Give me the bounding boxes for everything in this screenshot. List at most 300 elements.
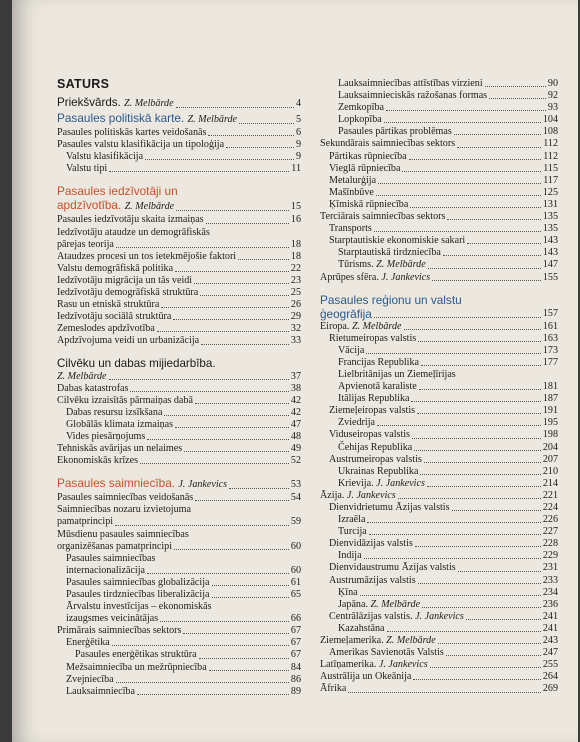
entry-text: Mašīnbūve <box>329 186 374 198</box>
toc-entry-title <box>329 333 416 345</box>
entry-text: Pasaules saimniecība. <box>57 476 176 491</box>
entry-text: Francijas Republika <box>338 356 420 368</box>
toc-entry <box>320 321 558 333</box>
toc-entry <box>57 431 301 443</box>
entry-text: Iedzīvotāju migrācija un tās veidi <box>57 274 193 286</box>
entry-text: Austrumāzijas valstis <box>329 574 416 586</box>
toc-entry-title <box>329 575 416 587</box>
dot-leader <box>384 122 541 123</box>
entry-text: Iedzīvotāju demogrāfiskā struktūra <box>57 287 199 299</box>
entry-text: Ziemeļeiropas valstis <box>329 405 416 417</box>
entry-text: Āzija. <box>320 489 345 501</box>
dot-leader <box>418 583 541 584</box>
toc-entry <box>57 263 301 275</box>
entry-text: Enerģētika <box>66 637 110 649</box>
toc-section-title <box>57 476 301 492</box>
dot-leader <box>447 219 540 220</box>
entry-text: Vides piesārņojums <box>66 430 146 442</box>
toc-entry <box>320 272 558 284</box>
entry-text: Mūsdienu pasaules saimniecības <box>57 528 189 540</box>
page-number: 157 <box>542 307 558 319</box>
entry-text: Ķīmiskā rūpniecība <box>329 198 409 210</box>
toc-entry <box>320 502 558 514</box>
page-number: 9 <box>295 151 301 163</box>
entry-text: Ekonomiskās krīzes <box>57 455 139 467</box>
toc-section-title <box>320 293 558 307</box>
entry-text: Pārtikas rūpniecība <box>329 150 407 162</box>
toc-entry <box>57 455 301 467</box>
page-number: 147 <box>542 259 558 271</box>
dot-leader <box>432 280 541 281</box>
dot-leader <box>184 451 289 452</box>
toc-entry-title <box>66 419 173 431</box>
toc-entry <box>320 635 558 647</box>
dot-leader <box>402 171 541 172</box>
dot-leader <box>195 403 289 404</box>
toc-entry-title <box>320 671 411 683</box>
dot-leader <box>360 595 541 596</box>
toc-entry-title <box>66 613 158 625</box>
dot-leader <box>109 171 289 172</box>
entry-author: Z. Melbārde <box>351 320 402 332</box>
entry-text: Pasaules saimniecības globalizācija <box>66 576 210 588</box>
toc-entry-title <box>320 293 462 307</box>
toc-entry <box>57 287 301 299</box>
toc-section-title <box>320 307 558 321</box>
page-number: 4 <box>295 98 301 110</box>
entry-text: Zviedrija <box>338 417 375 429</box>
dot-leader <box>367 522 540 523</box>
toc-entry <box>57 275 301 287</box>
toc-entry-title <box>57 96 174 111</box>
toc-entry-title <box>66 151 143 163</box>
entry-text: Austrumeiropas valstis <box>329 453 422 465</box>
entry-text: Zemeslodes apdzīvotība <box>57 323 155 335</box>
dot-leader <box>147 439 289 440</box>
toc-entry <box>320 514 558 526</box>
toc-entry-title <box>338 514 365 526</box>
toc-entry-title <box>338 393 409 405</box>
page-number: 93 <box>547 102 558 114</box>
page-number: 23 <box>290 274 301 286</box>
page-number: 59 <box>290 516 301 528</box>
toc-entry-title <box>57 239 114 251</box>
toc-entry <box>57 299 301 311</box>
entry-text: internacionalizācija <box>66 564 146 576</box>
toc-entry <box>57 589 301 601</box>
entry-text: Dienvidrietumu Āzijas valstis <box>329 502 450 513</box>
page-number: 15 <box>290 201 301 213</box>
toc-entry <box>57 214 301 226</box>
toc-entry <box>320 526 558 538</box>
toc-entry-title <box>329 175 376 187</box>
dot-leader <box>145 159 294 160</box>
toc-entry <box>320 126 558 138</box>
entry-text: Ukrainas Republika <box>338 465 419 477</box>
page-number: 233 <box>542 574 558 586</box>
page-number: 22 <box>290 262 301 274</box>
toc-entry-title <box>57 227 210 239</box>
entry-text: Mežsaimniecība un mežrūpniecība <box>66 661 207 673</box>
toc-entry-title <box>57 287 198 299</box>
toc-entry <box>320 211 558 223</box>
dot-leader <box>140 463 289 464</box>
dot-leader <box>422 607 541 608</box>
toc-entry-title <box>57 311 171 323</box>
toc-left-list <box>57 96 301 698</box>
entry-author: J. Jankevics <box>415 610 464 622</box>
dot-leader <box>176 107 294 108</box>
toc-entry-title <box>320 635 436 647</box>
toc-entry <box>320 163 558 175</box>
toc-entry-title <box>57 529 189 541</box>
entry-text: Turcija <box>338 526 367 538</box>
entry-text: organizēšanas pamatprincipi <box>57 540 173 552</box>
dot-leader <box>157 331 289 332</box>
entry-text: Cilvēku izraisītās pārmaiņas dabā <box>57 394 193 406</box>
dot-leader <box>176 210 289 211</box>
entry-text: Kazahstāna <box>338 622 385 634</box>
toc-entry-title <box>329 405 415 417</box>
toc-entry <box>320 683 558 695</box>
dot-leader <box>412 438 541 439</box>
toc-entry-title <box>57 263 173 275</box>
toc-entry <box>320 587 558 599</box>
toc-entry <box>320 187 558 199</box>
dot-leader <box>194 283 289 284</box>
toc-entry-title <box>329 429 410 441</box>
entry-text: Pasaules politiskā karte. <box>57 111 185 126</box>
page-number: 89 <box>290 685 301 697</box>
dot-leader <box>415 546 541 547</box>
dot-leader <box>374 317 541 318</box>
page-number: 54 <box>290 492 301 504</box>
page-number: 112 <box>543 138 558 150</box>
dot-leader <box>427 486 541 487</box>
toc-entry-title <box>66 637 110 649</box>
toc-entry <box>320 478 558 490</box>
toc-entry <box>57 504 301 516</box>
toc-entry-title <box>338 126 452 138</box>
page-number: 155 <box>542 271 558 283</box>
dot-leader <box>485 86 546 87</box>
toc-entry-title <box>329 454 422 466</box>
toc-entry <box>57 383 301 395</box>
toc-entry <box>320 369 558 381</box>
toc-entry <box>57 227 301 239</box>
entry-text: Saimniecības nozaru izvietojuma <box>57 504 191 516</box>
toc-entry <box>320 671 558 683</box>
toc-entry-title <box>338 78 483 90</box>
toc-entry-title <box>57 275 192 287</box>
dot-leader <box>387 631 541 632</box>
toc-entry-title <box>338 102 384 114</box>
dot-leader <box>366 353 541 354</box>
dot-leader <box>398 498 541 499</box>
toc-entry <box>57 419 301 431</box>
dot-leader <box>374 231 541 232</box>
entry-text: Valstu klasifikācija <box>66 151 144 163</box>
page-number: 255 <box>542 659 558 671</box>
toc-right-list <box>320 78 558 696</box>
entry-text: Japāna. <box>338 598 368 610</box>
page-number: 161 <box>542 320 558 332</box>
toc-entry <box>320 405 558 417</box>
entry-text: Pasaules tirdzniecības liberalizācija <box>66 589 210 600</box>
toc-entry <box>57 529 301 541</box>
toc-entry-title <box>66 686 135 698</box>
page-number: 90 <box>547 78 558 89</box>
entry-text: Pasaules enerģētikas struktūra <box>75 649 197 661</box>
toc-entry-title <box>57 476 227 492</box>
dot-leader <box>160 621 289 622</box>
dot-leader <box>457 147 541 148</box>
toc-entry-title <box>338 442 412 454</box>
entry-text: Zvejniecība <box>66 673 114 685</box>
dot-leader <box>413 679 540 680</box>
page-number: 135 <box>542 223 558 235</box>
entry-author: Z. Melbārde <box>124 98 174 110</box>
page-number: 163 <box>542 332 558 344</box>
toc-entry-title <box>338 369 456 381</box>
entry-text: Ārvalstu investīcijas – ekonomiskās <box>66 601 212 613</box>
toc-entry-title <box>57 139 224 151</box>
toc-entry <box>320 114 558 126</box>
entry-author: J. Jankevics <box>378 659 428 671</box>
dot-leader <box>137 694 289 695</box>
entry-text: Ziemeļamerika. <box>320 635 384 647</box>
toc-entry-title <box>320 490 396 502</box>
entry-author: Z. Melbārde <box>386 635 436 647</box>
dot-leader <box>348 692 541 693</box>
dot-leader <box>173 319 289 320</box>
toc-entry <box>320 623 558 635</box>
page-number: 241 <box>542 622 558 634</box>
toc-entry-title <box>329 647 444 659</box>
dot-leader <box>364 558 541 559</box>
dot-leader <box>183 633 288 634</box>
toc-entry-title <box>57 198 174 214</box>
toc-entry-title <box>329 187 374 199</box>
page-number: 60 <box>290 564 301 576</box>
toc-entry <box>57 127 301 139</box>
page-number: 207 <box>542 453 558 465</box>
dot-leader <box>112 645 289 646</box>
toc-entry <box>57 649 301 661</box>
book-page <box>12 0 578 742</box>
toc-entry <box>320 138 558 150</box>
entry-text: Krievija. <box>338 477 374 489</box>
page-number: 191 <box>542 405 558 417</box>
entry-text: Cilvēku un dabas mijiedarbība. <box>57 356 216 370</box>
dot-leader <box>209 670 289 671</box>
page-number: 135 <box>542 211 558 223</box>
toc-entry <box>320 333 558 345</box>
toc-entry <box>320 223 558 235</box>
toc-entry-title <box>329 235 465 247</box>
page-number: 143 <box>542 235 558 247</box>
page-number: 60 <box>290 540 301 552</box>
page-number: 198 <box>542 429 558 441</box>
dot-leader <box>174 549 289 550</box>
dot-leader <box>410 207 541 208</box>
dot-leader <box>430 667 541 668</box>
toc-entry-title <box>57 371 107 383</box>
entry-text: Apvienotā karaliste <box>338 381 417 393</box>
page-number: 9 <box>295 139 301 151</box>
dot-leader <box>206 223 289 224</box>
toc-entry-title <box>57 504 191 516</box>
toc-section-title <box>57 357 301 371</box>
page-number: 224 <box>542 502 558 513</box>
toc-entry <box>320 659 558 671</box>
page-number: 112 <box>543 150 558 162</box>
entry-text: Viduseiropas valstis <box>329 429 410 441</box>
toc-entry <box>320 151 558 163</box>
entry-text: Aprūpes sfēra. <box>320 271 379 283</box>
toc-entry-title <box>338 357 419 369</box>
toc-entry <box>320 490 558 502</box>
dot-leader <box>201 344 289 345</box>
page-number: 264 <box>542 671 558 683</box>
toc-entry-title <box>57 127 206 139</box>
page-number: 187 <box>542 393 558 405</box>
toc-entry-title <box>329 151 407 163</box>
toc-entry <box>57 686 301 698</box>
toc-entry <box>320 357 558 369</box>
toc-entry-title <box>329 611 464 623</box>
dot-leader <box>420 474 540 475</box>
toc-entry-title <box>57 357 216 371</box>
entry-text: Lielbritānijas un Ziemeļīrijas <box>338 368 456 380</box>
entry-text: Eiropa. <box>320 320 350 332</box>
page-number: 243 <box>542 635 558 647</box>
toc-entry <box>57 163 301 175</box>
dot-leader <box>409 159 542 160</box>
page-number: 65 <box>290 589 301 600</box>
page-number: 67 <box>290 637 301 649</box>
toc-entry-title <box>66 601 212 613</box>
section-gap <box>57 175 301 184</box>
page-number: 11 <box>291 163 301 175</box>
toc-entry-title <box>329 538 413 550</box>
toc-entry <box>320 345 558 357</box>
entry-text: Iedzīvotāju sociālā struktūra <box>57 311 172 323</box>
toc-entry <box>57 407 301 419</box>
toc-entry-title <box>75 649 197 661</box>
dot-leader <box>212 597 289 598</box>
toc-entry-title <box>338 247 441 259</box>
toc-entry <box>57 674 301 686</box>
entry-author: Z. Melbārde <box>57 370 107 382</box>
entry-text: Lauksaimniecības attīstības virzieni <box>338 78 483 89</box>
toc-entry <box>320 599 558 611</box>
page-number: 125 <box>542 186 558 198</box>
dot-leader <box>195 500 289 501</box>
toc-entry <box>320 199 558 211</box>
entry-text: Pasaules valstu klasifikācija un tipoloģija <box>57 139 225 151</box>
dot-leader <box>212 585 289 586</box>
entry-text: Tehniskās avārijas un nelaimes <box>57 443 183 455</box>
dot-leader <box>175 427 289 428</box>
toc-entry-title <box>338 587 358 599</box>
dot-leader <box>419 389 541 390</box>
entry-text: Transports <box>329 223 372 235</box>
entry-text: Vieglā rūpniecība <box>329 162 401 174</box>
page-number: 104 <box>542 114 558 126</box>
toc-entry <box>320 647 558 659</box>
page-number: 195 <box>542 417 558 429</box>
toc-entry <box>57 395 301 407</box>
section-gap <box>320 284 558 293</box>
page-number: 173 <box>542 344 558 356</box>
toc-entry <box>320 575 558 587</box>
toc-entry-title <box>66 577 210 589</box>
dot-leader <box>428 268 541 269</box>
toc-entry-title <box>57 516 113 528</box>
page-number: 181 <box>542 381 558 393</box>
toc-entry <box>320 442 558 454</box>
dot-leader <box>404 329 541 330</box>
page-number: 92 <box>547 90 558 102</box>
toc-entry-title <box>329 163 400 175</box>
dot-leader <box>369 534 541 535</box>
toc-entry-title <box>66 553 155 565</box>
entry-text: Dienvidāzijas valstis <box>329 538 413 550</box>
entry-text: Lauksaimniecība <box>66 685 135 697</box>
toc-entry <box>320 393 558 405</box>
toc-section-title <box>57 184 301 198</box>
entry-text: Lauksaimnieciskās ražošanas formas <box>338 90 488 102</box>
entry-text: Zemkopība <box>338 102 384 114</box>
toc-entry <box>57 577 301 589</box>
toc-entry <box>320 102 558 114</box>
dot-leader <box>238 259 289 260</box>
entry-text: Dabas resursu izsīkšana <box>66 406 163 418</box>
toc-entry-title <box>329 562 456 574</box>
page-number: 29 <box>290 311 301 323</box>
page-number: 247 <box>542 647 558 659</box>
page-number: 6 <box>295 127 301 139</box>
toc-entry <box>57 311 301 323</box>
toc-entry-title <box>57 395 193 407</box>
entry-text: Izraēla <box>338 514 366 526</box>
toc-entry <box>320 550 558 562</box>
toc-section-author <box>57 371 301 383</box>
entry-author: J. Jankevics <box>178 479 228 491</box>
dot-leader <box>458 571 541 572</box>
toc-entry-title <box>57 299 159 311</box>
page-number: 49 <box>290 443 301 455</box>
dot-leader <box>411 401 540 402</box>
entry-text: pamatprincipi <box>57 516 114 528</box>
toc-entry-title <box>338 623 385 635</box>
entry-author: J. Jankevics <box>346 489 396 501</box>
toc-entry-title <box>66 407 162 419</box>
page-number: 221 <box>542 489 558 501</box>
toc-entry <box>320 429 558 441</box>
entry-text: Terciārais saimniecības sektors <box>320 211 446 223</box>
page-number: 38 <box>290 382 301 394</box>
entry-text: Valstu demogrāfiskā politika <box>57 262 174 274</box>
entry-text: Ataudzes procesi un tos ietekmējošie faktori <box>57 250 237 262</box>
page-number: 236 <box>542 598 558 610</box>
entry-text: Sekundārais saimniecības sektors <box>320 138 456 150</box>
entry-text: pārejas teorija <box>57 238 114 250</box>
page-number: 210 <box>542 465 558 477</box>
toc-entry-title <box>57 625 181 637</box>
toc-entry-title <box>57 184 178 198</box>
